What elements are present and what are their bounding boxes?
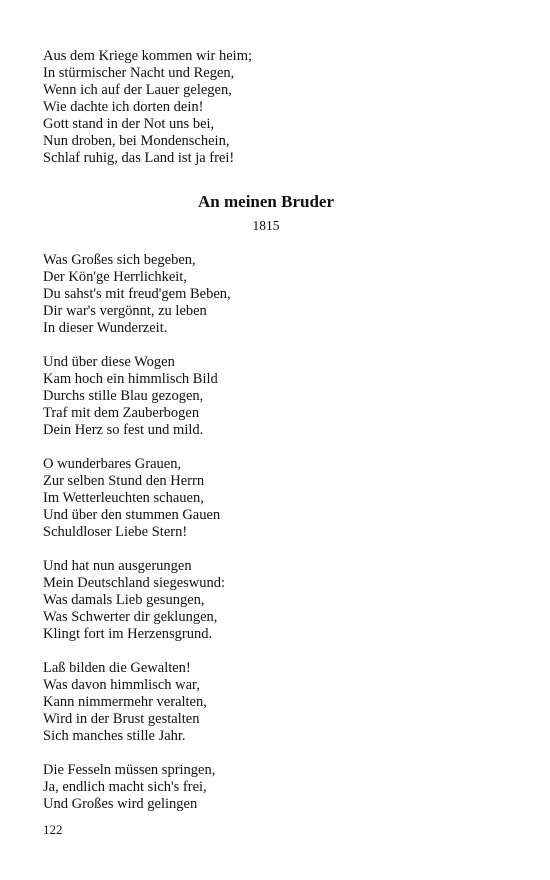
poem-line: Traf mit dem Zauberbogen <box>43 405 200 421</box>
stanza <box>43 762 503 813</box>
poem-line: Laß bilden die Gewalten! <box>43 660 191 676</box>
page-number: 122 <box>43 822 63 837</box>
first-poem-ending <box>43 48 503 167</box>
stanza <box>43 252 503 337</box>
poem-line: Und hat nun ausgerungen <box>43 558 192 574</box>
poem-line: Sich manches stille Jahr. <box>43 728 186 744</box>
poem-line: Kann nimmermehr veralten, <box>43 694 207 710</box>
poem-line: Nun droben, bei Mondenschein, <box>43 133 230 149</box>
poem-line: Gott stand in der Not uns bei, <box>43 116 215 132</box>
poem-line: Was Schwerter dir geklungen, <box>43 609 218 625</box>
poem-line: Der Kön'ge Herrlichkeit, <box>43 269 187 285</box>
poem-line: Was Großes sich begeben, <box>43 252 196 268</box>
poem-line: Ja, endlich macht sich's frei, <box>43 779 207 795</box>
book-page <box>43 48 503 813</box>
poem-line: Was damals Lieb gesungen, <box>43 592 205 608</box>
poem-line: Zur selben Stund den Herrn <box>43 473 205 489</box>
poem-line: Wie dachte ich dorten dein! <box>43 99 204 115</box>
poem-line: Mein Deutschland siegeswund: <box>43 575 226 591</box>
poem-line: Dir war's vergönnt, zu leben <box>43 303 207 319</box>
poem-year: 1815 <box>252 218 280 233</box>
poem-line: Schuldloser Liebe Stern! <box>43 524 188 540</box>
poem-line: Wenn ich auf der Lauer gelegen, <box>43 82 232 98</box>
poem-line: Kam hoch ein himmlisch Bild <box>43 371 218 387</box>
poem-line: Aus dem Kriege kommen wir heim; <box>43 48 252 64</box>
poem-line: O wunderbares Grauen, <box>43 456 182 472</box>
poem-line: Im Wetterleuchten schauen, <box>43 490 204 506</box>
poem-title: An meinen Bruder <box>198 192 334 211</box>
poem-line: Wird in der Brust gestalten <box>43 711 200 727</box>
poem-line: Was davon himmlisch war, <box>43 677 200 693</box>
stanza <box>43 354 503 439</box>
poem-line: Durchs stille Blau gezogen, <box>43 388 204 404</box>
poem-line: Und Großes wird gelingen <box>43 796 198 812</box>
poem-line: In dieser Wunderzeit. <box>43 320 168 336</box>
poem-line: Dein Herz so fest und mild. <box>43 422 204 438</box>
poem-line: Klingt fort im Herzensgrund. <box>43 626 213 642</box>
poem-line: Schlaf ruhig, das Land ist ja frei! <box>43 150 235 166</box>
stanza <box>43 660 503 745</box>
stanza <box>43 558 503 643</box>
poem-line: Und über diese Wogen <box>43 354 175 370</box>
poem-line: Die Fesseln müssen springen, <box>43 762 216 778</box>
stanza <box>43 456 503 541</box>
poem-line: In stürmischer Nacht und Regen, <box>43 65 235 81</box>
poem-line: Und über den stummen Gauen <box>43 507 221 523</box>
poem-line: Du sahst's mit freud'gem Beben, <box>43 286 231 302</box>
